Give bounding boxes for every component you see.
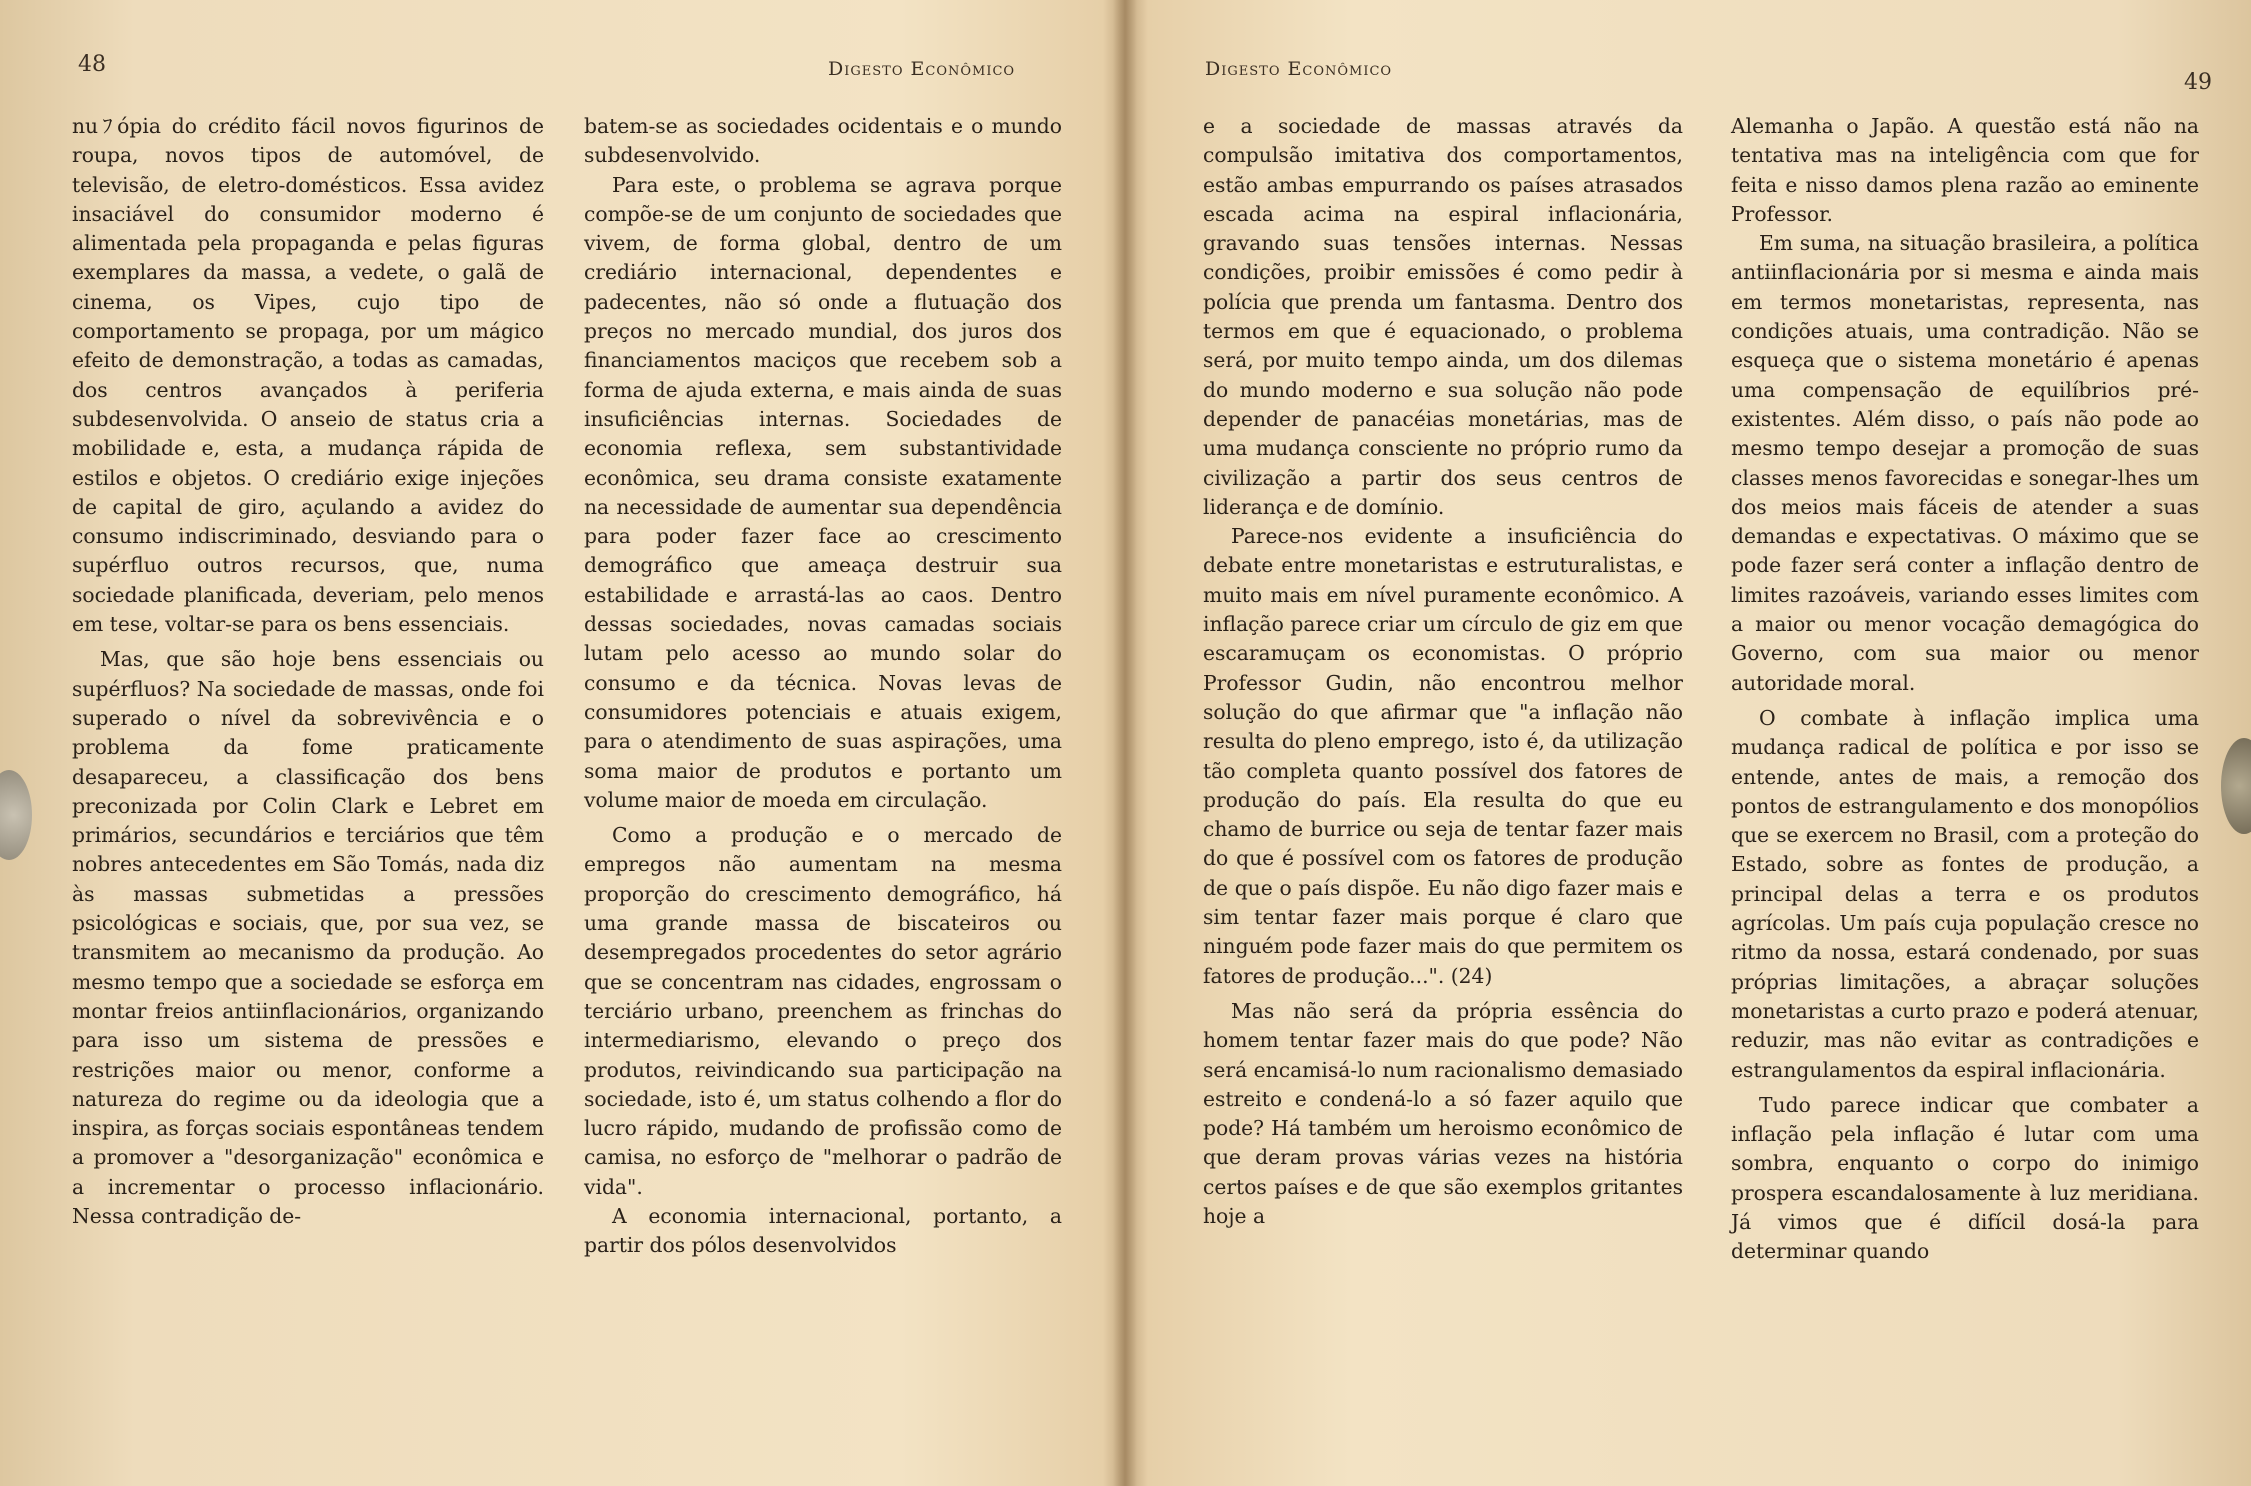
paragraph: e a sociedade de massas através da compulsão imitativa dos comportamentos, estão ambas empurrando os países atrasados escada acima na espiral inflacionária, gravando suas tensões internas. Nessas condições, proibir emissões é como pedir à polícia que prenda um fantasma. Dentro dos termos em que é equacionado, o problema será, por muito tempo ainda, um dos dilemas do mundo moderno e sua solução não pode depender de panacéias monetárias, mas de uma mudança consciente no próprio rumo da civilização a partir dos seus centros de liderança e de domínio. [1203, 114, 1683, 519]
paragraph: nuﾌópia do crédito fácil novos figurinos de roupa, novos tipos de automóvel, de televisão, de eletro-domésticos. Essa avidez insaciável do consumidor moderno é alimentada pela propaganda e pelas figuras exemplares da massa, a vedete, o galã de cinema, os Vipes, cujo tipo de comportamento se propaga, por um mágico efeito de demonstração, a todas as camadas, dos centros avançados à periferia subdesenvolvida. O anseio de status cria a mobilidade e, esta, a mudança rápida de estilos e objetos. O crediário exige injeções de capital de giro, açulando a avidez do consumo indiscriminado, desviando para o supérfluo outros recursos, que, numa sociedade planificada, deveriam, pelo menos em tese, voltar-se para os bens essenciais. [72, 114, 544, 637]
left-page [0, 0, 1125, 1486]
right-page [1125, 0, 2251, 1486]
paragraph: Parece-nos evidente a insuficiência do debate entre monetaristas e estruturalistas, e muito mais em nível puramente econômico. A inflação parece criar um círculo de giz em que escaramuçam os economistas. O próprio Professor Gudin, não encontrou melhor solução do que afirmar que "a inflação não resulta do pleno emprego, isto é, da utilização tão completa quanto possível dos fatores de produção do país. Ela resulta do que eu chamo de burrice ou seja de tentar fazer mais do que é possível com os fatores de produção de que o país dispõe. Eu não digo fazer mais e sim tentar fazer mais porque é claro que ninguém pode fazer mais do que permitem os fatores de produção...". (24) [1203, 524, 1683, 988]
text-column [72, 112, 544, 1231]
paragraph: Alemanha o Japão. A questão está não na tentativa mas na inteligência com que for feita e nisso damos plena razão ao eminente Professor. [1731, 114, 2199, 226]
paragraph: batem-se as sociedades ocidentais e o mundo subdesenvolvido. [584, 114, 1062, 168]
text-column [584, 112, 1062, 1261]
page-number: 48 [78, 52, 106, 77]
paragraph: Como a produção e o mercado de empregos não aumentam na mesma proporção do crescimento demográfico, há uma grande massa de biscateiros ou desempregados procedentes do setor agrário que se concentram nas cidades, engrossam o terciário urbano, preenchem as frinchas do intermediarismo, elevando o preço dos produtos, reivindicando sua participação na sociedade, isto é, um status colhendo a flor do lucro rápido, mudando de profissão como de camisa, no esforço de "melhorar o padrão de vida". [584, 823, 1062, 1199]
paragraph: Em suma, na situação brasileira, a política antiinflacionária por si mesma e ainda mais em termos monetaristas, representa, nas condições atuais, uma contradição. Não se esqueça que o sistema monetário é apenas uma compensação de equilíbrios pré-existentes. Além disso, o país não pode ao mesmo tempo desejar a promoção de suas classes menos favorecidas e sonegar-lhes um dos meios mais fáceis de atender a suas demandas e expectativas. O máximo que se pode fazer será conter a inflação dentro de limites razoáveis, variando esses limites com a maior ou menor vocação demagógica do Governo, com sua maior ou menor autoridade moral. [1731, 231, 2199, 695]
running-head: Digesto Econômico [1205, 58, 1393, 80]
paragraph: A economia internacional, portanto, a partir dos pólos desenvolvidos [584, 1203, 1062, 1258]
running-head: Digesto Econômico [828, 58, 1016, 80]
text-column [1203, 112, 1683, 1231]
paragraph: Mas, que são hoje bens essenciais ou supérfluos? Na sociedade de massas, onde foi superado o nível da sobrevivência e o problema da fome praticamente desapareceu, a classificação dos bens preconizada por Colin Clark e Lebret em primários, secundários e terciários que têm nobres antecedentes em São Tomás, nada diz às massas submetidas a pressões psicológicas e sociais, que, por sua vez, se transmitem ao mecanismo da produção. Ao mesmo tempo que a sociedade se esforça em montar freios antiinflacionários, organizando para isso um sistema de pressões e restrições maior ou menor, conforme a natureza do regime ou da ideologia que a inspira, as forças sociais espontâneas tendem a promover a "desorganização" econômica e a incrementar o processo inflacionário. Nessa contradição de- [72, 647, 544, 1228]
text-column [1731, 112, 2199, 1267]
paragraph: Tudo parece indicar que combater a inflação pela inflação é lutar com uma sombra, enquanto o corpo do inimigo prospera escandalosamente à luz meridiana. Já vimos que é difícil dosá-la para determinar quando [1731, 1092, 2199, 1264]
page-number: 49 [2184, 70, 2212, 95]
paragraph: Mas não será da própria essência do homem tentar fazer mais do que pode? Não será encamisá-lo num racionalismo demasiado estreito e condená-lo a só fazer aquilo que pode? Há também um heroismo econômico de que deram provas várias vezes na história certos países e de que são exemplos gritantes hoje a [1203, 998, 1683, 1228]
paragraph: O combate à inflação implica uma mudança radical de política e por isso se entende, antes de mais, a remoção dos pontos de estrangulamento e dos monopólios que se exercem no Brasil, com a proteção do Estado, sobre as fontes de produção, a principal delas a terra e os produtos agrícolas. Um país cuja população cresce no ritmo da nossa, estará condenado, por suas próprias limitações, a abraçar soluções monetaristas a curto prazo e poderá atenuar, reduzir, mas não evitar as contradições e estrangulamentos da espiral inflacionária. [1731, 705, 2199, 1082]
paragraph: Para este, o problema se agrava porque compõe-se de um conjunto de sociedades que vivem, de forma global, dentro de um crediário internacional, dependentes e padecentes, não só onde a flutuação dos preços no mercado mundial, dos juros dos financiamentos maciços que recebem sob a forma de ajuda externa, e mais ainda de suas insuficiências internas. Sociedades de economia reflexa, sem substantividade econômica, seu drama consiste exatamente na necessidade de aumentar sua dependência para poder fazer face ao crescimento demográfico que ameaça destruir sua estabilidade e arrastá-las ao caos. Dentro dessas sociedades, novas camadas sociais lutam pelo acesso ao mundo solar do consumo e da técnica. Novas levas de consumidores potenciais e atuais exigem, para o atendimento de suas aspirações, uma soma maior de produtos e portanto um volume maior de moeda em circulação. [584, 172, 1062, 812]
